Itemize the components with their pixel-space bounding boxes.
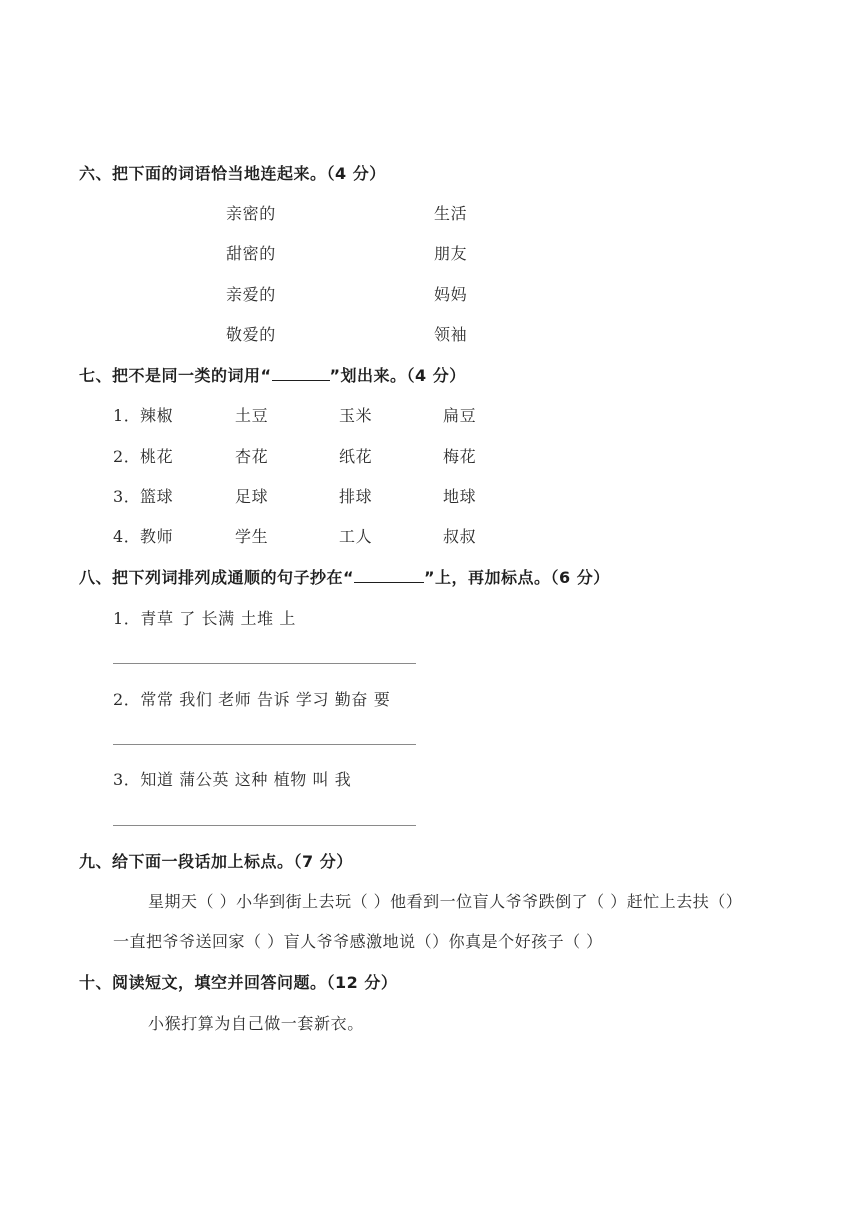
q10-heading: 十、阅读短文，填空并回答问题。（12 分） xyxy=(79,973,398,992)
q7-row2-word-4: 梅花 xyxy=(443,447,477,466)
q7-row1-word-2: 土豆 xyxy=(235,406,269,425)
q9-paragraph-line-1: 星期天（ ）小华到街上去玩（ ）他看到一位盲人爷爷跌倒了（ ）赶忙上去扶（） xyxy=(148,892,743,911)
q7-row4-word-2: 学生 xyxy=(235,527,269,546)
q8-heading xyxy=(79,565,610,588)
q8-heading-pre: 八、把下列词排列成通顺的句子抄在“ xyxy=(79,568,355,587)
q7-row1-word-4: 扁豆 xyxy=(443,406,477,425)
q7-row3-num: 3． xyxy=(113,487,141,506)
q6-right-word-1: 生活 xyxy=(434,204,468,223)
q7-row3-word-4: 地球 xyxy=(443,487,477,506)
q6-heading: 六、把下面的词语恰当地连起来。（4 分） xyxy=(79,164,386,183)
q6-left-word-1: 亲密的 xyxy=(226,204,276,223)
q8-item-3: 3．知道 蒲公英 这种 植物 叫 我 xyxy=(113,770,352,789)
q7-row1-word-3: 玉米 xyxy=(339,406,373,425)
q7-row2-word-2: 杏花 xyxy=(235,447,269,466)
q7-row1-num: 1． xyxy=(113,406,141,425)
q7-row4-word-4: 叔叔 xyxy=(443,527,477,546)
q6-right-word-4: 领袖 xyxy=(434,325,468,344)
q8-heading-post: ”上，再加标点。（6 分） xyxy=(424,568,610,587)
q6-right-word-3: 妈妈 xyxy=(434,285,468,304)
q6-left-word-4: 敬爱的 xyxy=(226,325,276,344)
q7-row1-word-1: 辣椒 xyxy=(140,406,174,425)
q8-item-1: 1．青草 了 长满 土堆 上 xyxy=(113,609,296,628)
q7-row2-word-1: 桃花 xyxy=(140,447,174,466)
q6-right-word-2: 朋友 xyxy=(434,244,468,263)
q7-row4-num: 4． xyxy=(113,527,141,546)
q7-row3-word-1: 篮球 xyxy=(140,487,174,506)
q9-paragraph-line-2: 一直把爷爷送回家（ ）盲人爷爷感激地说（）你真是个好孩子（ ） xyxy=(113,932,603,951)
q10-passage: 小猴打算为自己做一套新衣。 xyxy=(148,1014,364,1033)
q9-heading: 九、给下面一段话加上标点。（7 分） xyxy=(79,852,353,871)
q8-answer-line-3[interactable] xyxy=(113,825,416,826)
underline-sample xyxy=(272,366,330,381)
q7-row4-word-1: 教师 xyxy=(140,527,174,546)
q8-answer-line-2[interactable] xyxy=(113,744,416,745)
underline-sample xyxy=(354,568,424,583)
q8-item-2: 2．常常 我们 老师 告诉 学习 勤奋 要 xyxy=(113,690,391,709)
q7-row2-word-3: 纸花 xyxy=(339,447,373,466)
q7-row4-word-3: 工人 xyxy=(339,527,373,546)
q7-heading-pre: 七、把不是同一类的词用“ xyxy=(79,366,272,385)
q6-left-word-2: 甜密的 xyxy=(226,244,276,263)
q7-row3-word-2: 足球 xyxy=(235,487,269,506)
q7-heading xyxy=(79,363,466,386)
q7-row2-num: 2． xyxy=(113,447,141,466)
q7-row3-word-3: 排球 xyxy=(339,487,373,506)
q8-answer-line-1[interactable] xyxy=(113,663,416,664)
q6-left-word-3: 亲爱的 xyxy=(226,285,276,304)
q7-heading-post: ”划出来。（4 分） xyxy=(329,366,466,385)
